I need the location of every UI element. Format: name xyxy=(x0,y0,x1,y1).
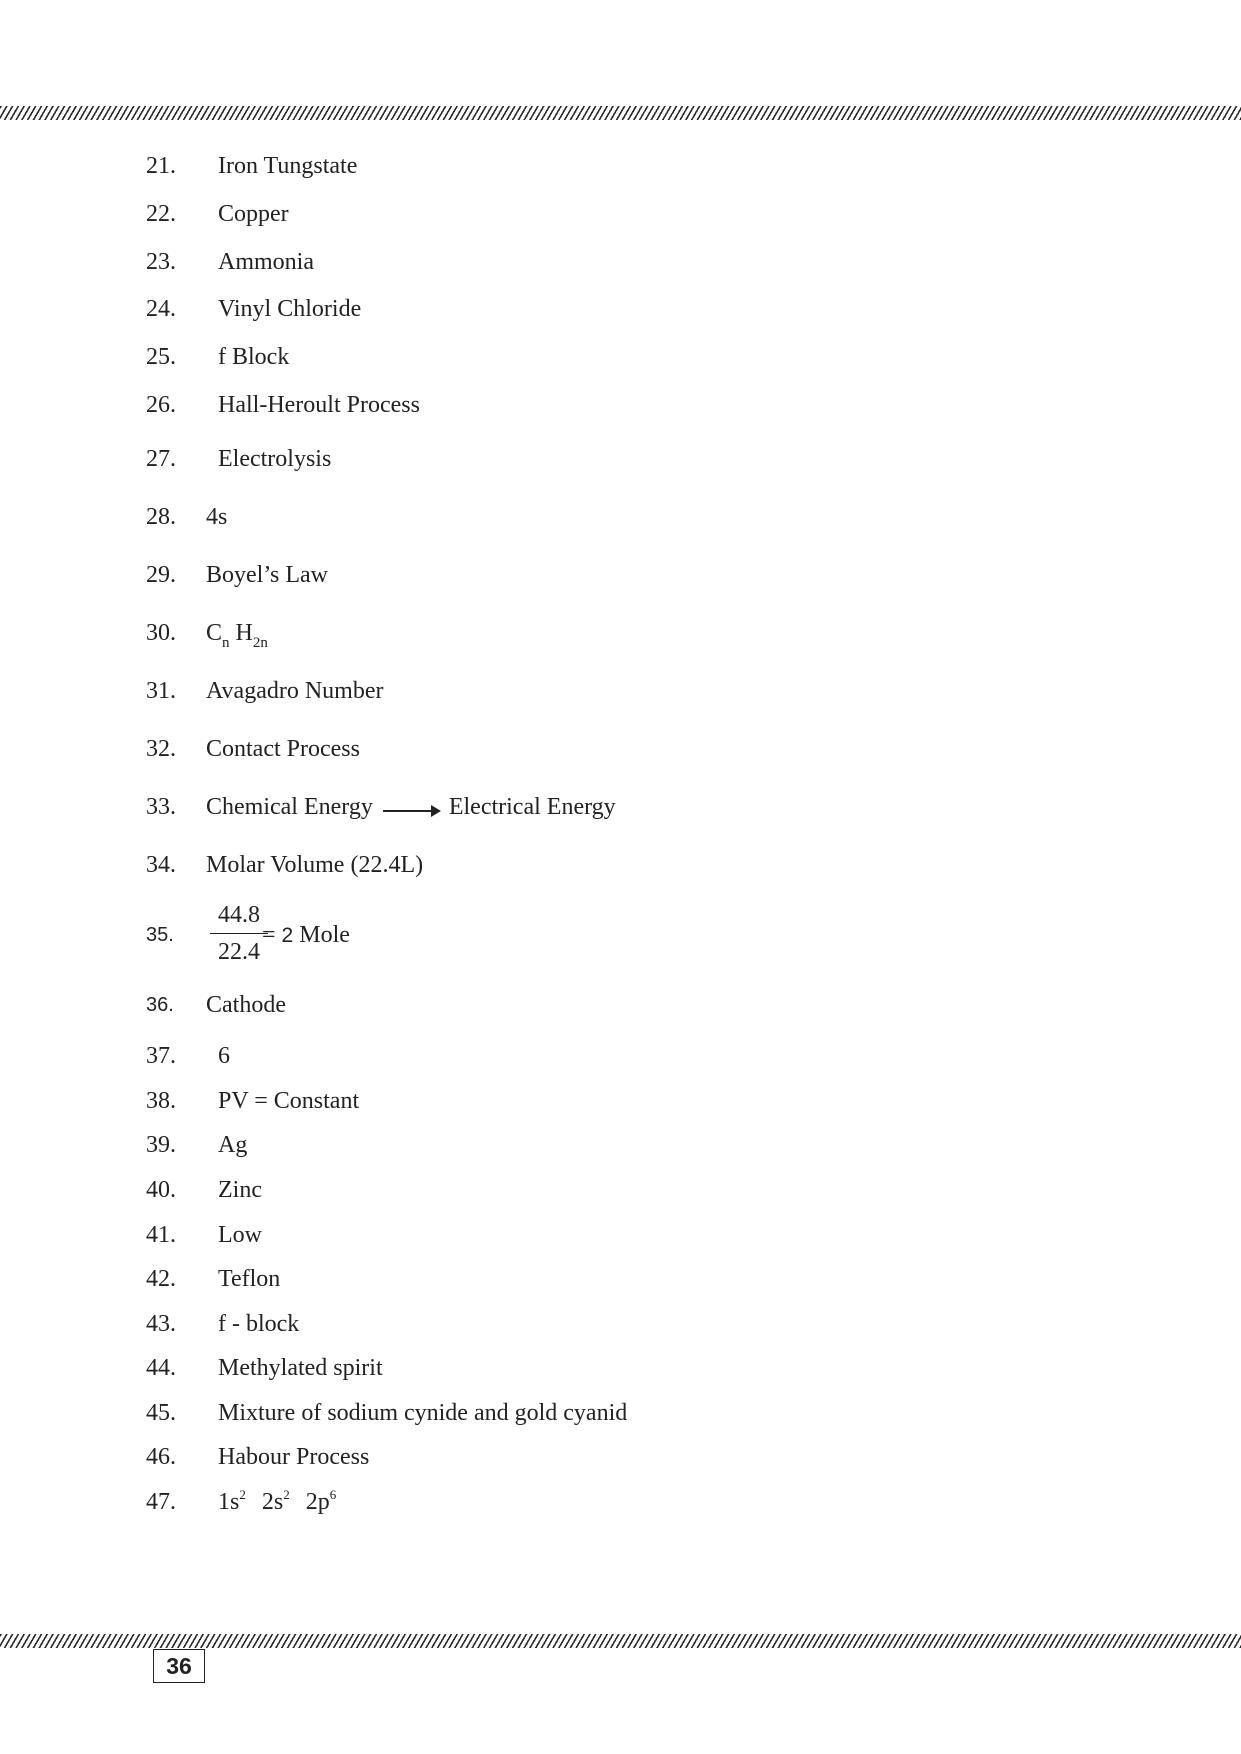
item-number: 25. xyxy=(146,344,176,370)
right-arrow-icon xyxy=(383,810,439,812)
item-number: 42. xyxy=(146,1266,176,1292)
answer-text: Mixture of sodium cynide and gold cyanid xyxy=(218,1400,628,1426)
orbital-2p-superscript: 6 xyxy=(329,1487,337,1502)
mole-fraction xyxy=(210,900,268,967)
item-number: 32. xyxy=(146,736,176,762)
answer-text: Teflon xyxy=(218,1266,281,1292)
answer-text: Iron Tungstate xyxy=(218,153,358,179)
item-number: 46. xyxy=(146,1444,176,1470)
energy-to: Electrical Energy xyxy=(448,794,616,820)
item-number: 45. xyxy=(146,1400,176,1426)
orbital-1s: 1s xyxy=(218,1489,240,1515)
orbital-2s: 2s xyxy=(261,1489,284,1515)
answer-text: Vinyl Chloride xyxy=(218,296,362,322)
answer-text: Ammonia xyxy=(218,249,314,275)
mole-value: 2 xyxy=(281,924,294,947)
item-number: 24. xyxy=(146,296,176,322)
item-number: 23. xyxy=(146,249,176,275)
answer-text: Ag xyxy=(218,1132,248,1158)
fraction-numerator: 44.8 xyxy=(218,902,260,928)
answer-text: Cathode xyxy=(206,992,286,1018)
answer-text: Boyel’s Law xyxy=(206,562,328,588)
fraction-denominator: 22.4 xyxy=(218,939,260,965)
orbital-1s-superscript: 2 xyxy=(239,1487,246,1502)
item-number: 35. xyxy=(146,924,174,946)
item-number: 34. xyxy=(146,852,176,878)
item-number: 26. xyxy=(146,392,176,418)
item-number: 30. xyxy=(146,620,176,646)
equals-sign: = xyxy=(262,922,276,948)
item-number: 29. xyxy=(146,562,176,588)
item-number: 44. xyxy=(146,1355,176,1381)
formula-cnh2n xyxy=(206,617,268,649)
item-number: 47. xyxy=(146,1489,176,1515)
top-hatched-rule xyxy=(0,106,1241,120)
item-number: 21. xyxy=(146,153,176,179)
orbital-2p: 2p xyxy=(305,1489,330,1515)
energy-from: Chemical Energy xyxy=(206,794,373,820)
mole-unit: Mole xyxy=(299,922,350,948)
answer-text: Methylated spirit xyxy=(218,1355,383,1381)
formula-h: H xyxy=(235,620,253,646)
answer-text: Contact Process xyxy=(206,736,360,762)
electron-configuration xyxy=(218,1486,336,1518)
answer-text: f - block xyxy=(218,1311,300,1337)
item-number: 28. xyxy=(146,504,176,530)
answer-text: Hall-Heroult Process xyxy=(218,392,420,418)
answer-text: PV = Constant xyxy=(218,1088,360,1114)
item-number: 40. xyxy=(146,1177,176,1203)
orbital-2s-superscript: 2 xyxy=(283,1487,290,1502)
item-number: 41. xyxy=(146,1222,176,1248)
item-number: 36. xyxy=(146,994,174,1016)
item-number: 37. xyxy=(146,1043,176,1069)
answer-text: Copper xyxy=(218,201,289,227)
answer-text: Low xyxy=(218,1222,262,1248)
answer-text: Zinc xyxy=(218,1177,262,1203)
answer-text: 6 xyxy=(218,1043,230,1069)
item-number: 33. xyxy=(146,794,176,820)
formula-c: C xyxy=(206,620,223,646)
answer-text: Electrolysis xyxy=(218,446,332,472)
item-number: 39. xyxy=(146,1132,176,1158)
item-number: 27. xyxy=(146,446,176,472)
answer-text: f Block xyxy=(218,344,290,370)
fraction-result xyxy=(262,919,350,951)
answer-text: Molar Volume (22.4L) xyxy=(206,852,424,878)
energy-conversion xyxy=(206,791,616,823)
answer-text: Habour Process xyxy=(218,1444,370,1470)
item-number: 22. xyxy=(146,201,176,227)
answer-text: 4s xyxy=(206,504,228,530)
fraction-bar xyxy=(210,933,268,934)
page-number: 36 xyxy=(153,1649,205,1683)
bottom-hatched-rule xyxy=(0,1634,1241,1648)
item-number: 43. xyxy=(146,1311,176,1337)
formula-h-subscript: 2n xyxy=(252,635,268,651)
answer-text: Avagadro Number xyxy=(206,678,384,704)
item-number: 38. xyxy=(146,1088,176,1114)
item-number: 31. xyxy=(146,678,176,704)
formula-c-subscript: n xyxy=(222,635,230,651)
